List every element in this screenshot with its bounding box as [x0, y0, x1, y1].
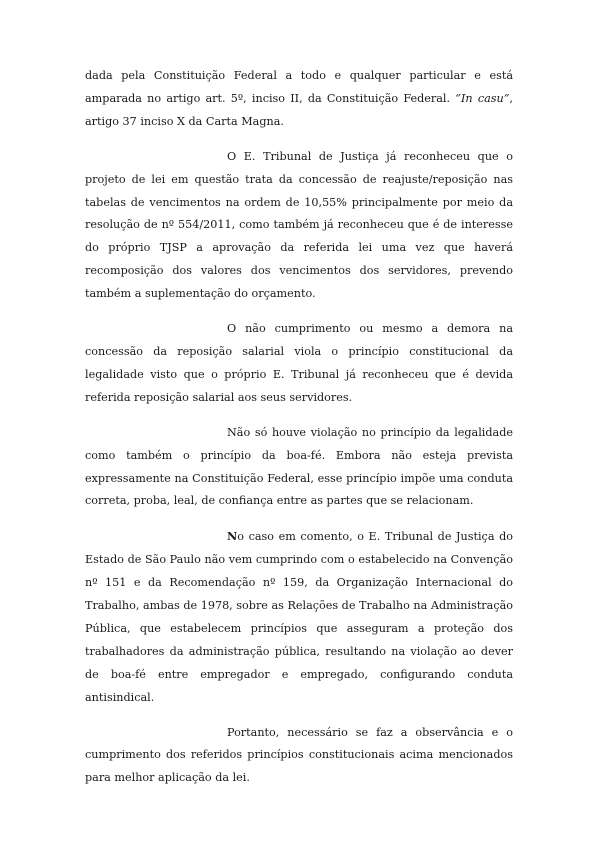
paragraph-1 — [85, 65, 513, 134]
paragraph-2-text: O E. Tribunal de Justiça já reconheceu que o projeto de lei em questão trata da concessão de reajuste/reposição nas tabelas de vencimentos na ordem de 10,55% principalmente por meio da resolução de nº 554/2011, como também já reconheceu que é de interesse do próprio TJSP a aprovação da referida lei uma vez que haverá recomposição dos valores dos vencimentos dos servidores, prevendo também a suplementação do orçamento. — [85, 149, 513, 301]
paragraph-1-text: dada pela Constituição Federal a todo e qualquer particular e está amparada no artigo art. 5º, inciso II, da Constituição Federal. — [85, 69, 513, 105]
paragraph-5 — [85, 525, 513, 709]
paragraph-1-text: “In casu” — [455, 91, 510, 105]
paragraph-5-text: N — [227, 529, 238, 544]
document-body — [85, 65, 513, 790]
paragraph-3 — [85, 318, 513, 410]
paragraph-4 — [85, 422, 513, 514]
paragraph-1-text: , artigo 37 inciso X da Carta Magna. — [85, 91, 513, 128]
paragraph-4-text: Não só houve violação no princípio da legalidade como também o princípio da boa-fé. Embora não esteja prevista expressamente na Constituição Federal, esse princípio impõe uma conduta correta, proba, leal, de confiança entre as partes que se relacionam. — [85, 425, 513, 508]
paragraph-6 — [85, 722, 513, 791]
paragraph-5-text: o caso em comento, o E. Tribunal de Justiça do Estado de São Paulo não vem cumprindo com o estabelecido na Convenção nº 151 e da Recomendação nº 159, da Organização Internacional do Trabalho, ambas de 1978, sobre as Relações de Trabalho na Administração Pública, que estabelecem princípios que asseguram a proteção dos trabalhadores da administração pública, resultando na violação ao dever de boa-fé entre empregador e empregado, configurando conduta antisindical. — [85, 530, 513, 704]
paragraph-2 — [85, 146, 513, 306]
paragraph-6-text: Portanto, necessário se faz a observância e o cumprimento dos referidos princípios constitucionais acima mencionados para melhor aplicação da lei. — [85, 725, 513, 785]
paragraph-3-text: O não cumprimento ou mesmo a demora na concessão da reposição salarial viola o princípio constitucional da legalidade visto que o próprio E. Tribunal já reconheceu que é devida referida reposição salarial aos seus servidores. — [85, 322, 513, 404]
